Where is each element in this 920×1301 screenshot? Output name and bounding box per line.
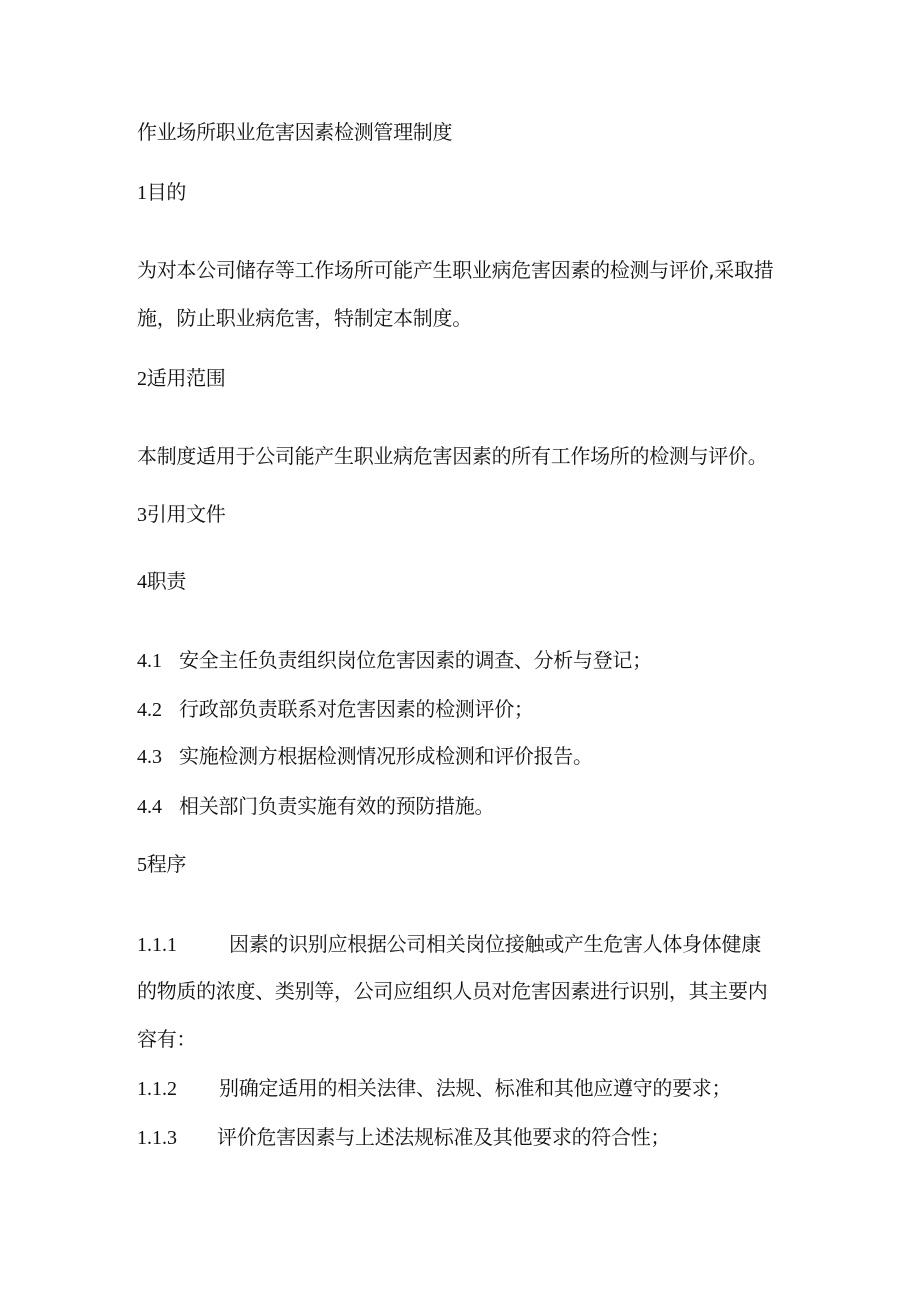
list-item-text: 安全主任负责组织岗位危害因素的调查、分析与登记； (179, 648, 652, 672)
section-4-number: 4 (137, 571, 147, 593)
list-item-4-3 (137, 744, 593, 769)
section-1-title: 目的 (146, 180, 187, 204)
list-item-text: 别确定适用的相关法律、法规、标准和其他应遵守的要求； (219, 1076, 732, 1100)
list-item-number: 1.1.3 (137, 1127, 177, 1149)
section-1-number: 1 (137, 182, 147, 204)
section-5-title: 程序 (146, 852, 187, 876)
section-3-title: 引用文件 (146, 502, 226, 526)
list-item-number: 1.1.2 (137, 1078, 177, 1100)
list-item-number: 4.3 (137, 746, 162, 768)
list-item-4-2 (137, 697, 534, 722)
list-item-text-line-1: 因素的识别应根据公司相关岗位接触或产生危害人体身体健康 (229, 932, 761, 956)
list-item-text: 行政部负责联系对危害因素的检测评价； (179, 697, 534, 721)
section-1-heading (137, 180, 186, 205)
list-item-4-1 (137, 648, 652, 673)
list-item-number: 4.4 (137, 796, 162, 818)
list-item-text-line-2: 的物质的浓度、类别等，公司应组织人员对危害因素进行识别，其主要内 (137, 979, 768, 1003)
list-item-number: 4.2 (137, 699, 162, 721)
list-item-text: 实施检测方根据检测情况形成检测和评价报告。 (179, 744, 593, 768)
section-1-body-line-2: 施，防止职业病危害，特制定本制度。 (137, 306, 472, 330)
section-4-heading (137, 569, 186, 594)
document-title: 作业场所职业危害因素检测管理制度 (137, 120, 453, 144)
section-2-heading (137, 366, 226, 391)
list-item-text: 相关部门负责实施有效的预防措施。 (179, 794, 495, 818)
list-item-1-1-3 (137, 1125, 671, 1150)
list-item-number: 4.1 (137, 650, 162, 672)
section-1-body-line-1: 为对本公司储存等工作场所可能产生职业病危害因素的检测与评价,采取措 (137, 258, 774, 282)
section-4-title: 职责 (146, 569, 187, 593)
list-item-4-4 (137, 794, 495, 819)
list-item-1-1-2 (137, 1076, 732, 1101)
section-3-number: 3 (137, 504, 147, 526)
section-3-heading (137, 502, 226, 527)
section-5-number: 5 (137, 854, 147, 876)
list-item-text-line-3: 容有： (137, 1027, 197, 1051)
section-2-body: 本制度适用于公司能产生职业病危害因素的所有工作场所的检测与评价。 (137, 444, 768, 468)
list-item-1-1-1 (137, 932, 761, 957)
list-item-number: 1.1.1 (137, 934, 177, 956)
list-item-text: 评价危害因素与上述法规标准及其他要求的符合性； (217, 1125, 671, 1149)
section-2-number: 2 (137, 368, 147, 390)
section-5-heading (137, 852, 186, 877)
section-2-title: 适用范围 (146, 366, 226, 390)
